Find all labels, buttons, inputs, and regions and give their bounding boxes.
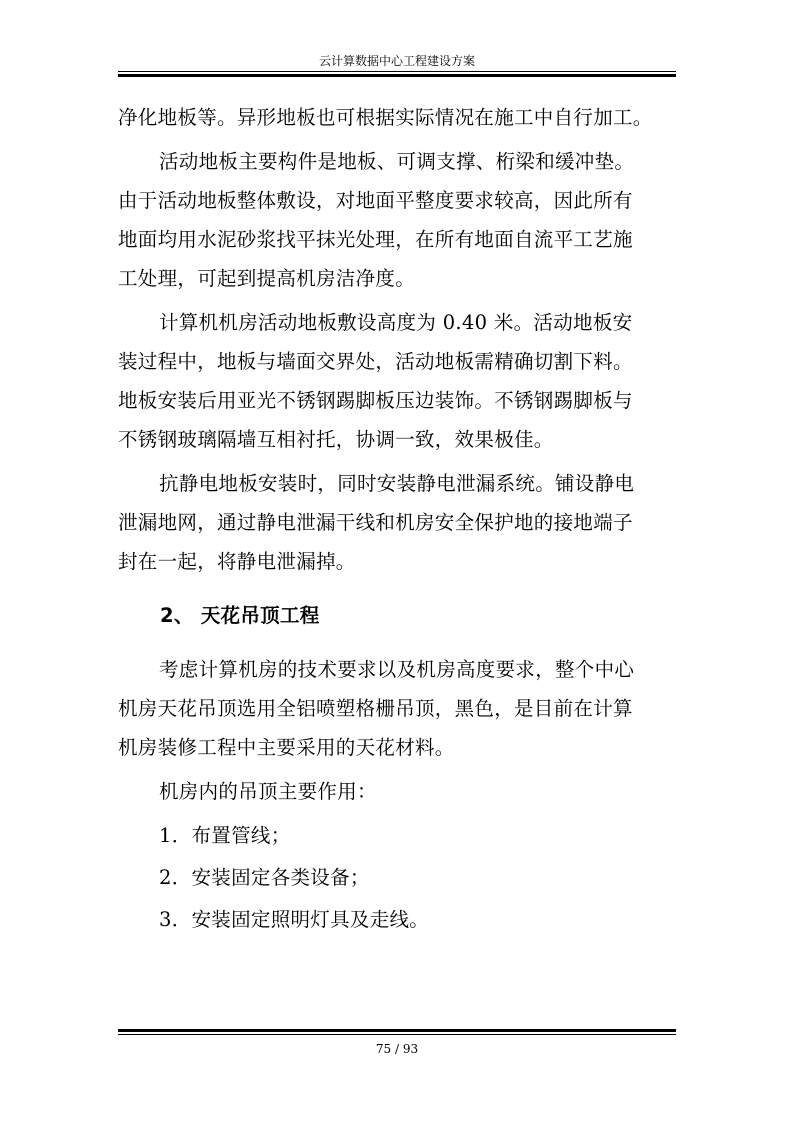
body-line: 封在一起，将静电泄漏掉。 [118,550,356,573]
body-line: 不锈钢玻璃隔墙互相衬托，协调一致，效果极佳。 [118,428,554,451]
body-line: 考虑计算机房的技术要求以及机房高度要求，整个中心 [159,658,635,681]
body-line: 由于活动地板整体敷设，对地面平整度要求较高，因此所有 [118,189,633,212]
body-line: 机房天花吊顶选用全铝喷塑格栅吊顶，黑色，是目前在计算 [118,697,633,720]
body-line: 工处理，可起到提高机房洁净度。 [118,267,416,290]
body-line: 机房内的吊顶主要作用： [159,780,377,803]
page-header-title: 云计算数据中心工程建设方案 [318,54,475,68]
section-heading: 2、 天花吊顶工程 [160,604,320,627]
header-rule [118,71,676,77]
body-line: 机房装修工程中主要采用的天花材料。 [118,736,455,759]
body-line: 地板安装后用亚光不锈钢踢脚板压边装饰。不锈钢踢脚板与 [118,389,633,412]
body-line: 净化地板等。异形地板也可根据实际情况在施工中自行加工。 [118,106,653,129]
list-item: 3．安装固定照明灯具及走线。 [159,908,430,931]
body-line: 地面均用水泥砂浆找平抹光处理，在所有地面自流平工艺施 [118,228,633,251]
body-line: 装过程中，地板与墙面交界处，活动地板需精确切割下料。 [118,350,633,373]
body-line: 计算机机房活动地板敷设高度为 0.40 米。活动地板安 [159,311,633,334]
list-item: 1．布置管线； [159,824,291,847]
list-item: 2．安装固定各类设备； [159,866,370,889]
body-line: 抗静电地板安装时，同时安装静电泄漏系统。铺设静电 [159,472,635,495]
body-line: 活动地板主要构件是地板、可调支撑、桁梁和缓冲垫。 [159,150,635,173]
body-line: 泄漏地网，通过静电泄漏干线和机房安全保护地的接地端子 [118,511,633,534]
footer-rule [118,1029,676,1035]
page-number: 75 / 93 [375,1042,419,1056]
